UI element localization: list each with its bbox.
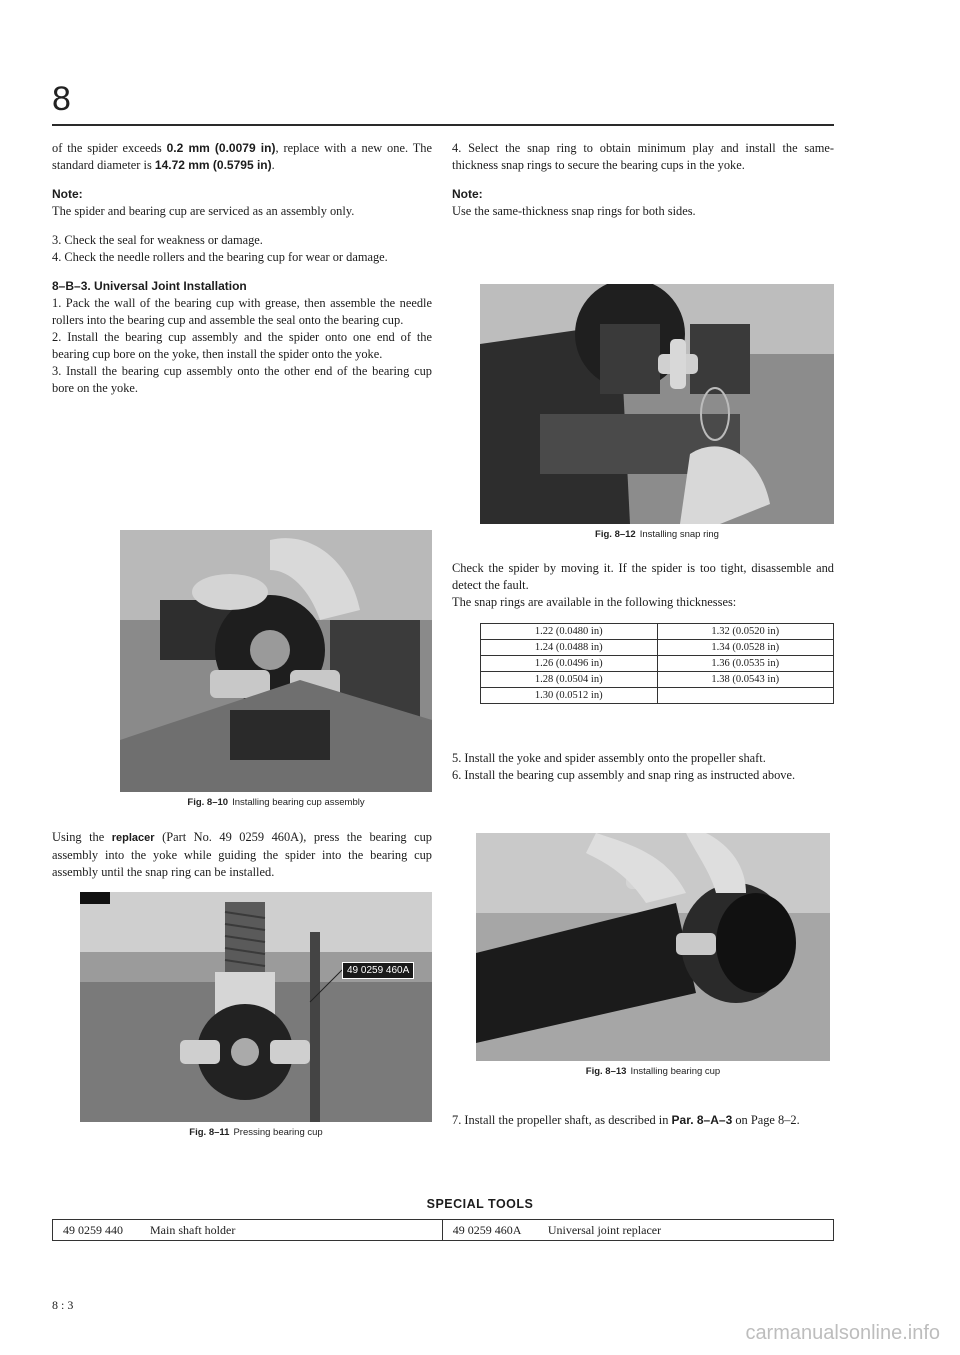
step-7-reference: Par. 8–A–3 [671, 1113, 733, 1127]
vise-bearing-cup-illustration [120, 530, 432, 792]
intro-text-3: . [271, 158, 275, 172]
install-step-2: 2. Install the bearing cup assembly and the spider onto one end of the bearing cup bore on the yoke, then install the spider onto the yoke. [52, 330, 432, 361]
propeller-shaft-illustration [476, 833, 830, 1061]
left-column-top [52, 140, 432, 397]
table-row [481, 640, 834, 656]
note-text: The spider and bearing cup are serviced as an assembly only. [52, 204, 355, 218]
page-number: 8 : 3 [52, 1298, 74, 1312]
note-label: Note: [52, 187, 83, 201]
intro-value-1: 0.2 mm (0.0079 in) [166, 141, 276, 155]
install-step-1: 1. Pack the wall of the bearing cup with grease, then assemble the needle rollers into the bearing cup and assemble the seal onto the bearing cup. [52, 296, 432, 327]
fig-8-12-photo [480, 284, 834, 524]
fig-8-11-title: Pressing bearing cup [233, 1127, 323, 1138]
table-cell: 1.22 (0.0480 in) [481, 624, 658, 640]
table-row [481, 624, 834, 640]
table-row [481, 688, 834, 704]
replacer-text-1: Using the [52, 830, 112, 844]
table-cell: 1.30 (0.0512 in) [481, 688, 658, 704]
header-rule [52, 124, 834, 126]
check-step-4: 4. Check the needle rollers and the bearing cup for wear or damage. [52, 250, 388, 264]
fig-8-11-photo [80, 892, 432, 1122]
fig-8-10-title: Installing bearing cup assembly [232, 797, 365, 808]
fig-8-10-number: Fig. 8–10 [187, 797, 229, 808]
section-heading: 8–B–3. Universal Joint Installation [52, 279, 247, 293]
right-column-top [452, 140, 834, 220]
fig-8-13-title: Installing bearing cup [630, 1066, 721, 1077]
tool-cell [53, 1220, 443, 1241]
install-step-7 [452, 1112, 834, 1129]
fig-8-13-caption [476, 1066, 830, 1077]
fig-8-13-number: Fig. 8–13 [585, 1066, 627, 1077]
install-step-3: 3. Install the bearing cup assembly onto the other end of the bearing cup bore on the yoke. [52, 364, 432, 395]
table-cell: 1.24 (0.0488 in) [481, 640, 658, 656]
fig-8-10-caption [120, 797, 432, 808]
fig-8-12-number: Fig. 8–12 [595, 529, 636, 540]
intro-value-2: 14.72 mm (0.5795 in) [154, 158, 272, 172]
table-cell: 1.28 (0.0504 in) [481, 672, 658, 688]
tool-cell [442, 1220, 833, 1241]
install-step-6: 6. Install the bearing cup assembly and snap ring as instructed above. [452, 768, 796, 782]
right-note-label: Note: [452, 187, 483, 201]
snap-ring-vise-illustration [480, 284, 834, 524]
tool-part-label: 49 0259 460A [342, 962, 414, 979]
replacer-paragraph [52, 829, 432, 881]
fig-8-12-title: Installing snap ring [639, 529, 719, 540]
thickness-intro: The snap rings are available in the following thicknesses: [452, 595, 737, 609]
tool-name: Main shaft holder [150, 1222, 236, 1237]
fig-8-11-caption [80, 1127, 432, 1138]
intro-paragraph [52, 140, 432, 174]
watermark: carmanualsonline.info [745, 1322, 940, 1344]
right-column-steps [452, 750, 834, 784]
replacer-text-2: (Part No. 49 0259 460A), press the bearing cup assembly into the yoke while guiding the spider into the bearing cup assembly until the snap ring can be installed. [52, 830, 432, 879]
table-cell: 1.26 (0.0496 in) [481, 656, 658, 672]
special-tools-title: SPECIAL TOOLS [426, 1197, 534, 1211]
press-replacer-illustration [80, 892, 432, 1122]
special-tools-table [52, 1219, 834, 1241]
table-cell: 1.36 (0.0535 in) [657, 656, 834, 672]
chapter-number: 8 [52, 80, 71, 118]
intro-text-2: , replace with a new one. The standard diameter is [52, 141, 432, 172]
snap-ring-thickness-table [480, 623, 834, 704]
fig-8-10-photo [120, 530, 432, 792]
table-cell: 1.32 (0.0520 in) [657, 624, 834, 640]
tool-name: Universal joint replacer [547, 1222, 662, 1237]
fig-8-13-photo [476, 833, 830, 1061]
check-step-3: 3. Check the seal for weakness or damage. [52, 233, 263, 247]
right-note-text: Use the same-thickness snap rings for both sides. [452, 204, 696, 218]
table-row [481, 656, 834, 672]
install-step-4: 4. Select the snap ring to obtain minimum play and install the same-thickness snap rings to secure the bearing cups in the yoke. [452, 141, 834, 172]
right-column-mid [452, 560, 834, 611]
replacer-word: replacer [111, 832, 155, 844]
table-cell: 1.38 (0.0543 in) [657, 672, 834, 688]
tool-part-number: 49 0259 460A [452, 1222, 521, 1237]
check-spider-text: Check the spider by moving it. If the spider is too tight, disassemble and detect the fault. [452, 561, 834, 592]
step-7-text-1: 7. Install the propeller shaft, as described in [452, 1113, 672, 1127]
fig-8-12-caption [480, 529, 834, 540]
tool-part-number: 49 0259 440 [63, 1222, 123, 1237]
intro-text-1: of the spider exceeds [52, 141, 167, 155]
fig-8-11-number: Fig. 8–11 [189, 1127, 230, 1138]
table-row [481, 672, 834, 688]
table-cell: 1.34 (0.0528 in) [657, 640, 834, 656]
table-cell [657, 688, 834, 704]
step-7-text-2: on Page 8–2. [732, 1113, 800, 1127]
table-row [53, 1220, 834, 1241]
install-step-5: 5. Install the yoke and spider assembly onto the propeller shaft. [452, 751, 766, 765]
